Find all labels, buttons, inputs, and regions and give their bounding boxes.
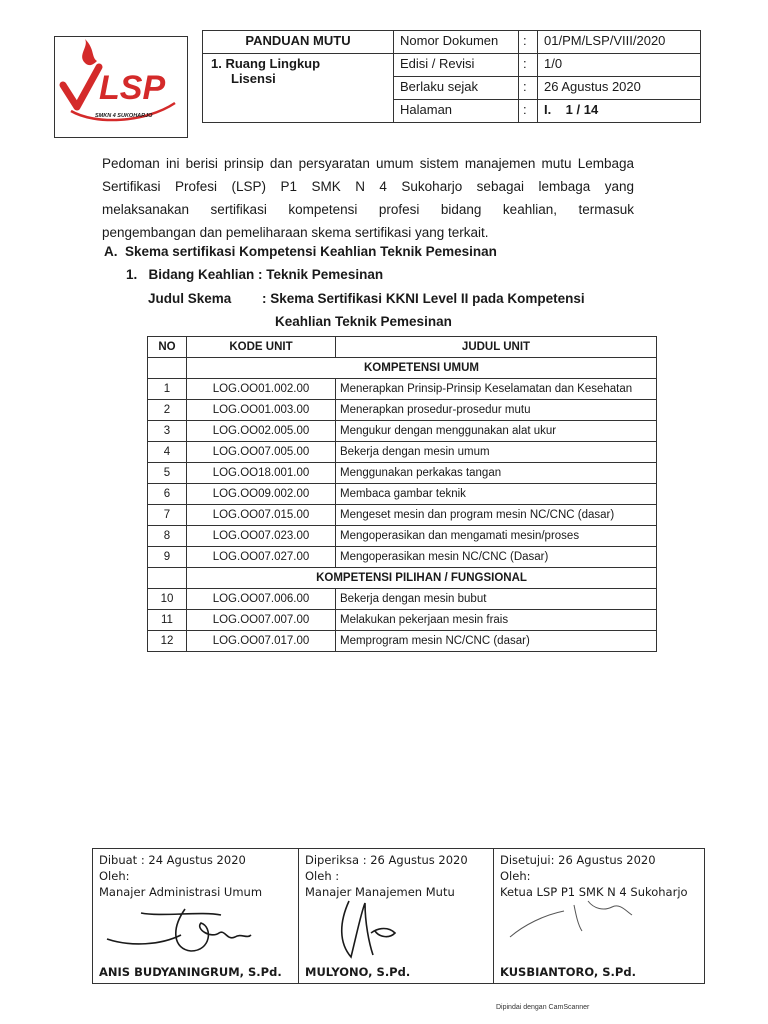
signature-block-disetujui: Disetujui: 26 Agustus 2020 Oleh: Ketua LSP P1 SMK N 4 Sukoharjo KUSBIANTORO, S.Pd.	[494, 849, 705, 984]
table-row: 8 LOG.OO07.023.00 Mengoperasikan dan mengamati mesin/proses	[148, 526, 657, 547]
scanner-watermark: Dipindai dengan CamScanner	[496, 1004, 590, 1011]
signature-block-dibuat: Dibuat : 24 Agustus 2020 Oleh: Manajer Administrasi Umum ANIS BUDYANINGRUM, S.Pd.	[93, 849, 299, 984]
judul-skema-value-2: Keahlian Teknik Pemesinan	[275, 314, 452, 329]
signature-icon	[101, 899, 271, 959]
header-sep: :	[519, 100, 538, 123]
lsp-logo	[55, 37, 187, 137]
signature-block-diperiksa: Diperiksa : 26 Agustus 2020 Oleh : Manajer Manajemen Mutu MULYONO, S.Pd.	[299, 849, 494, 984]
signature-icon	[504, 885, 654, 945]
header-label: Edisi / Revisi	[394, 54, 519, 77]
header-sep: :	[519, 54, 538, 77]
header-value-halaman: I. 1 / 14	[538, 100, 701, 123]
paragraph-line: pengembangan dan pemeliharaan skema sertifikasi yang terkait.	[102, 225, 489, 240]
table-row: 5 LOG.OO18.001.00 Menggunakan perkakas tangan	[148, 463, 657, 484]
col-header-judul: JUDUL UNIT	[336, 337, 657, 358]
paragraph-line: Pedoman ini berisi prinsip dan persyaratan umum sistem manajemen mutu Lembaga	[102, 156, 634, 171]
bidang-keahlian: 1. Bidang Keahlian : Teknik Pemesinan	[126, 267, 384, 282]
table-row: 12 LOG.OO07.017.00 Memprogram mesin NC/CNC (dasar)	[148, 631, 657, 652]
paragraph-line: melaksanakan sertifikasi kompetensi profesi bidang keahlian, termasuk	[102, 202, 634, 217]
header-label: Nomor Dokumen	[394, 31, 519, 54]
section-a-heading: A. Skema sertifikasi Kompetensi Keahlian Teknik Pemesinan	[104, 244, 497, 259]
judul-skema-value: : Skema Sertifikasi KKNI Level II pada Kompetensi	[262, 291, 585, 306]
header-sep: :	[519, 31, 538, 54]
signatory-name: ANIS BUDYANINGRUM, S.Pd.	[99, 965, 282, 979]
table-row: 7 LOG.OO07.015.00 Mengeset mesin dan program mesin NC/CNC (dasar)	[148, 505, 657, 526]
table-row: 9 LOG.OO07.027.00 Mengoperasikan mesin NC/CNC (Dasar)	[148, 547, 657, 568]
col-header-no: NO	[148, 337, 187, 358]
signatory-name: MULYONO, S.Pd.	[305, 965, 411, 979]
intro-paragraph	[102, 152, 634, 244]
document-header-table	[202, 30, 701, 123]
svg-text:SMKN 4 SUKOHARJO: SMKN 4 SUKOHARJO	[95, 113, 153, 119]
header-label: Halaman	[394, 100, 519, 123]
header-sep: :	[519, 77, 538, 100]
table-row: 11 LOG.OO07.007.00 Melakukan pekerjaan mesin frais	[148, 610, 657, 631]
svg-text:LSP: LSP	[99, 69, 166, 107]
group-heading: KOMPETENSI PILIHAN / FUNGSIONAL	[187, 568, 657, 589]
signatory-name: KUSBIANTORO, S.Pd.	[500, 965, 636, 979]
signature-icon	[309, 893, 429, 963]
logo-box	[54, 36, 188, 138]
table-header-row	[148, 337, 657, 358]
judul-skema-label: Judul Skema	[148, 291, 232, 306]
header-value-berlaku: 26 Agustus 2020	[538, 77, 701, 100]
signature-table	[92, 848, 705, 984]
table-row: 1 LOG.OO01.002.00 Menerapkan Prinsip-Prinsip Keselamatan dan Kesehatan	[148, 379, 657, 400]
section-title: 1. Ruang Lingkup Lisensi	[203, 54, 394, 123]
header-value-edisi: 1/0	[538, 54, 701, 77]
group-heading: KOMPETENSI UMUM	[187, 358, 657, 379]
table-row: 3 LOG.OO02.005.00 Mengukur dengan menggunakan alat ukur	[148, 421, 657, 442]
table-row: 10 LOG.OO07.006.00 Bekerja dengan mesin bubut	[148, 589, 657, 610]
table-row: 6 LOG.OO09.002.00 Membaca gambar teknik	[148, 484, 657, 505]
col-header-kode: KODE UNIT	[187, 337, 336, 358]
header-value-nomor: 01/PM/LSP/VIII/2020	[538, 31, 701, 54]
document-title: PANDUAN MUTU	[203, 31, 394, 54]
competency-units-table	[147, 336, 657, 652]
table-row: 2 LOG.OO01.003.00 Menerapkan prosedur-prosedur mutu	[148, 400, 657, 421]
table-row: 4 LOG.OO07.005.00 Bekerja dengan mesin umum	[148, 442, 657, 463]
header-label: Berlaku sejak	[394, 77, 519, 100]
paragraph-line: Sertifikasi Profesi (LSP) P1 SMK N 4 Sukoharjo sebagai lembaga yang	[102, 179, 634, 194]
